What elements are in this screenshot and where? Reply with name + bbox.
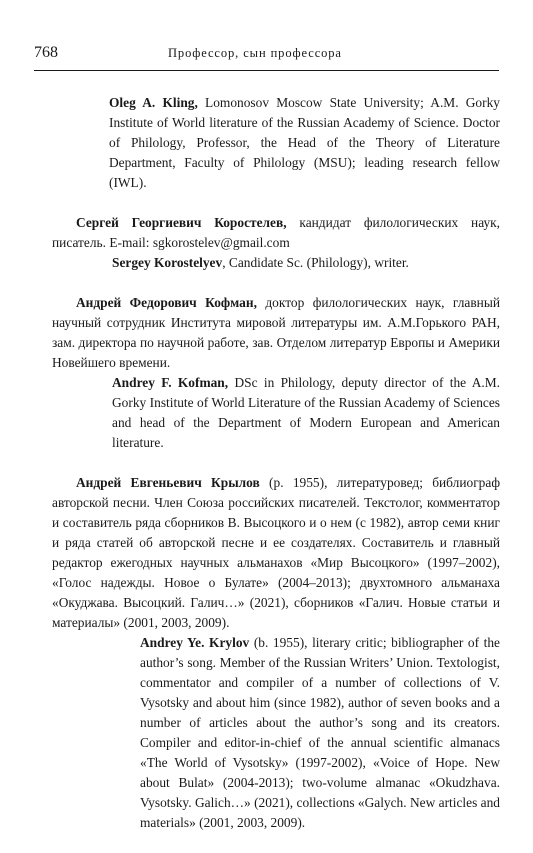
contributor-entry-krylov xyxy=(52,473,500,833)
russian-text: кандидат филологических наук, писатель. E-mail: sgkorostelev@gmail.com xyxy=(52,215,501,250)
english-text: , Candidate Sc. (Philology), writer. xyxy=(222,255,409,270)
russian-name: Андрей Федорович Кофман, xyxy=(76,295,257,310)
russian-bio xyxy=(52,213,500,253)
english-name: Andrey Ye. Krylov xyxy=(140,635,250,650)
page-number: 768 xyxy=(34,44,58,61)
english-name: Sergey Korostelyev xyxy=(112,255,223,270)
russian-name: Андрей Евгеньевич Крылов xyxy=(76,475,260,490)
contributor-entry-kling xyxy=(52,93,500,193)
english-bio xyxy=(52,253,500,273)
contributor-entry-kofman xyxy=(52,293,500,453)
header-rule xyxy=(34,70,499,71)
english-text: DSc in Philology, deputy director of the A.M. Gorky Institute of World Literature of the Russian Academy of Sciences and head of the Department of Modern European and American literature. xyxy=(112,375,500,450)
english-name: Oleg A. Kling, xyxy=(109,95,198,110)
running-title: Профессор, сын профессора xyxy=(168,46,342,60)
russian-bio xyxy=(52,473,500,633)
russian-text: доктор филологических наук, главный научный сотрудник Института мировой литературы им. А.М.Горького РАН, зам. директора по научной работе, зав. Отделом литератур Европы и Америки Новейшего времени. xyxy=(52,295,501,370)
english-name: Andrey F. Kofman, xyxy=(112,375,229,390)
russian-bio xyxy=(52,293,500,373)
english-bio xyxy=(52,633,500,833)
english-text: (b. 1955), literary critic; bibliographer of the author’s song. Member of the Russian Writers’ Union. Textologist, commentator and compiler of a number of collections of V. Vysotsky and about him (since 1982), author of seven books and a number of articles about the author’s song and its creators. Compiler and editor-in-chief of the annual scientific almanacs «The World of Vysotsky» (1997-2002), «Voice of Hope. New about Bulat» (2004-2013); two-volume almanac «Okudzhava. Vysotsky. Galich…» (2021), collections «Galych. New articles and materials» (2001, 2003, 2009). xyxy=(140,635,500,830)
russian-name: Сергей Георгиевич Коростелев, xyxy=(76,215,287,230)
english-text: Lomonosov Moscow State University; A.M. Gorky Institute of World literature of the Russian Academy of Science. Doctor of Philology, Professor, the Head of the Theory of Literature Department, Faculty of Philology (MSU); leading research fellow (IWL). xyxy=(109,95,500,190)
english-bio xyxy=(52,373,500,453)
russian-text: (р. 1955), литературовед; библиограф авторской песни. Член Союза российских писателей. Текстолог, комментатор и составитель ряда сборников В. Высоцкого и о нем (с 1982), автор семи книг и ряда статей об авторской песне и ее создателях. Составитель и главный редактор ежегодных научных альманахов «Мир Высоцкого» (1997–2002), «Голос надежды. Новое о Булате» (2004–2013); двухтомного альманаха «Окуджава. Высоцкий. Галич…» (2021), сборников «Галич. Новые статьи и материалы» (2001, 2003, 2009). xyxy=(52,475,500,630)
contributors-list xyxy=(52,93,500,853)
contributor-entry-korostelev xyxy=(52,213,500,273)
english-bio xyxy=(52,93,500,193)
